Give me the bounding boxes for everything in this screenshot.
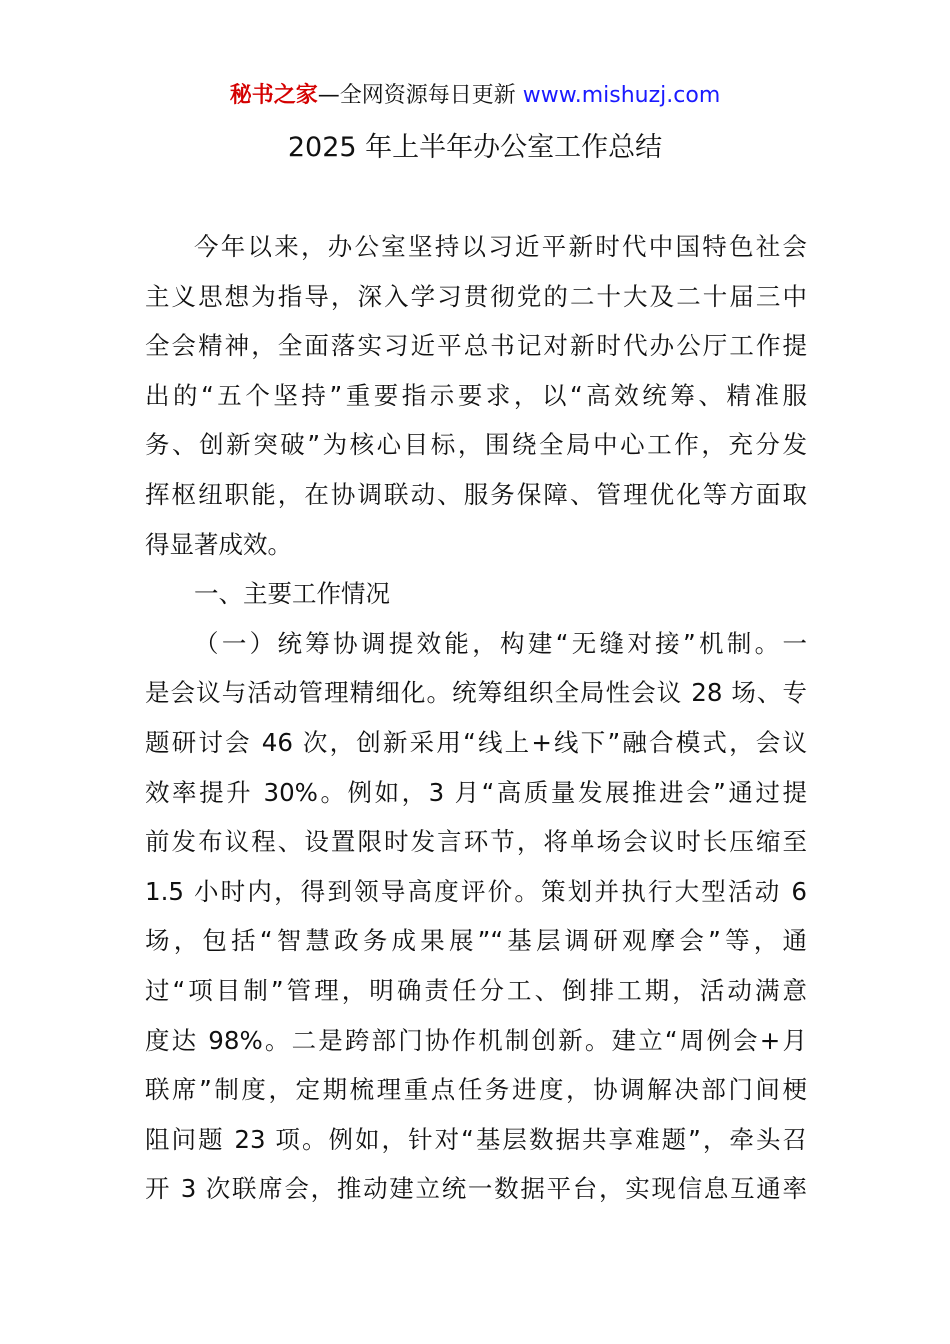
document-body [145, 222, 807, 1214]
site-header [0, 80, 950, 112]
text-line: （一）统筹协调提效能，构建“无缝对接”机制。一 [194, 628, 807, 658]
text-line: 今年以来，办公室坚持以习近平新时代中国特色社会 [194, 232, 807, 261]
text-line: 过“项目制”管理，明确责任分工、倒排工期，活动满意 [145, 975, 807, 1005]
text-line: 阻问题 23 项。例如，针对“基层数据共享难题”，牵头召 [145, 1124, 807, 1154]
text-line: 开 3 次联席会，推动建立统一数据平台，实现信息互通率 [145, 1174, 807, 1204]
text-line: 得显著成效。 [145, 529, 292, 559]
text-line: 联席”制度，定期梳理重点任务进度，协调解决部门间梗 [145, 1075, 807, 1105]
text-line: 全会精神，全面落实习近平总书记对新时代办公厅工作提 [145, 331, 807, 361]
site-url-link[interactable]: www.mishuzj.com [522, 83, 721, 108]
text-line: 效率提升 30%。例如，3 月“高质量发展推进会”通过提 [145, 777, 807, 807]
text-line: 题研讨会 46 次，创新采用“线上+线下”融合模式，会议 [145, 727, 807, 757]
text-line: 挥枢纽职能，在协调联动、服务保障、管理优化等方面取 [145, 479, 807, 509]
text-line: 前发布议程、设置限时发言环节，将单场会议时长压缩至 [145, 827, 807, 857]
section-heading: 一、主要工作情况 [194, 579, 390, 609]
text-line: 是会议与活动管理精细化。统筹组织全局性会议 28 场、专 [145, 678, 807, 708]
text-line: 1.5 小时内，得到领导高度评价。策划并执行大型活动 6 [145, 876, 807, 906]
text-line: 主义思想为指导，深入学习贯彻党的二十大及二十届三中 [145, 281, 807, 311]
site-tagline: —全网资源每日更新 [317, 83, 523, 108]
text-line: 度达 98%。二是跨部门协作机制创新。建立“周例会+月 [145, 1025, 807, 1055]
text-line: 场，包括“智慧政务成果展”“基层调研观摩会”等，通 [145, 926, 807, 956]
document-title: 2025 年上半年办公室工作总结 [287, 132, 663, 163]
text-line: 出的“五个坚持”重要指示要求，以“高效统筹、精准服 [145, 380, 807, 410]
text-line: 务、创新突破”为核心目标，围绕全局中心工作，充分发 [145, 430, 807, 460]
site-brand: 秘书之家 [229, 83, 318, 108]
